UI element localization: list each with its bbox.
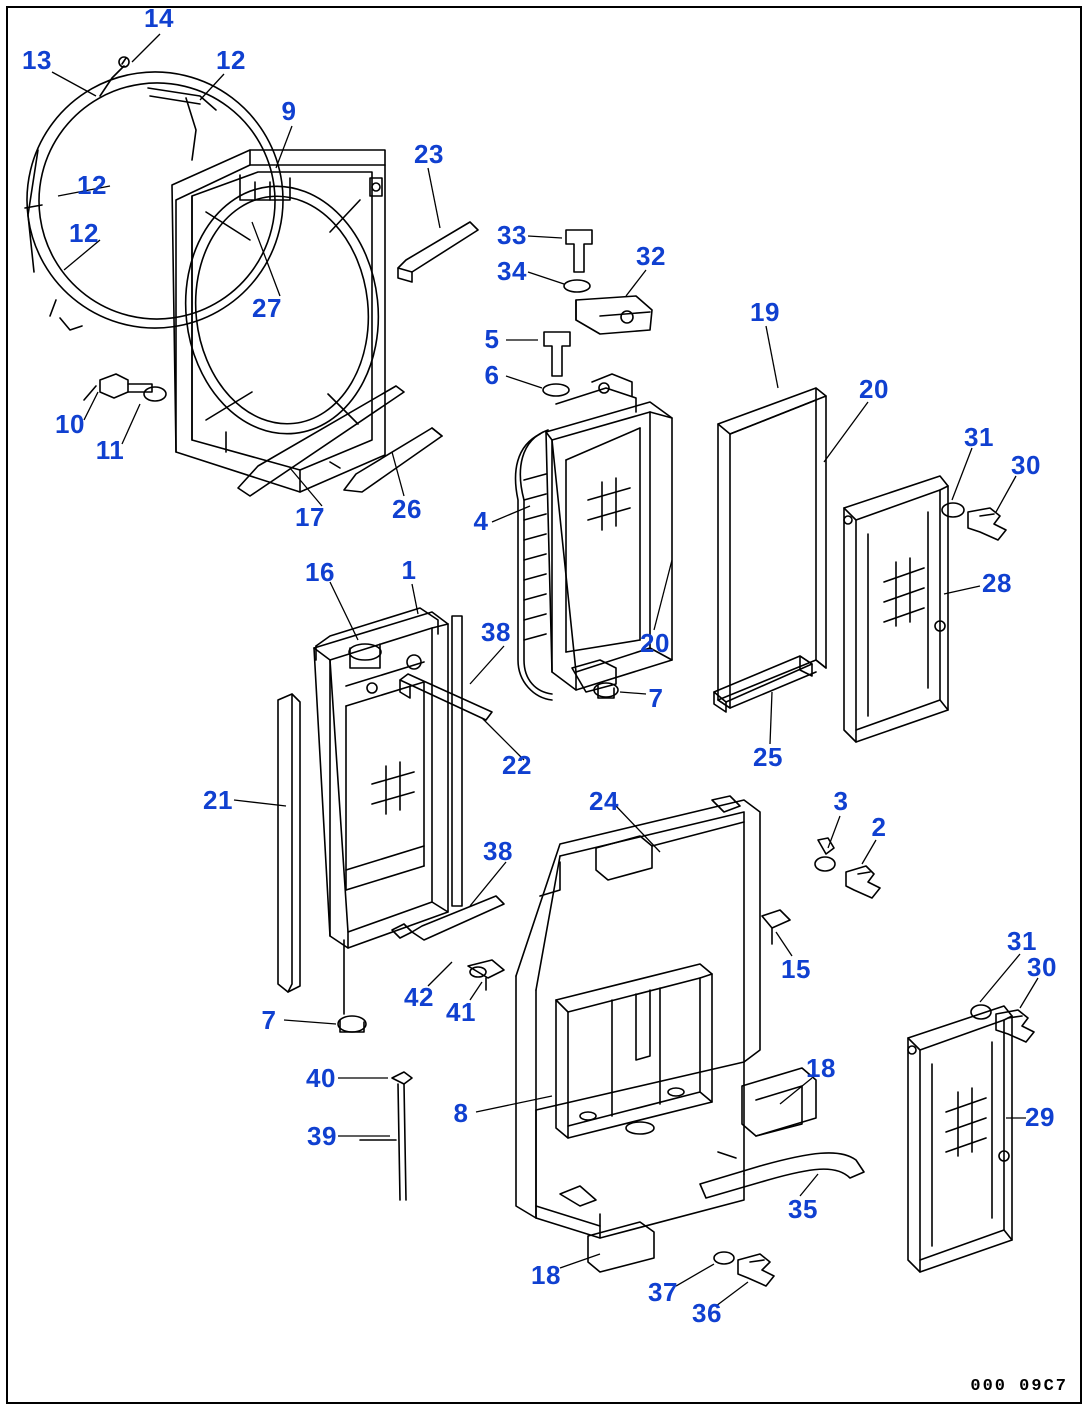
callout-2: 2 [871, 812, 887, 842]
callout-8: 8 [453, 1098, 469, 1128]
callout-16: 16 [305, 557, 335, 587]
callout-24: 24 [589, 786, 619, 816]
callout-7-b: 7 [261, 1005, 277, 1035]
callout-3: 3 [833, 786, 849, 816]
callout-31-a: 31 [964, 422, 994, 452]
callout-6: 6 [484, 360, 500, 390]
callout-5: 5 [484, 324, 500, 354]
callout-7-a: 7 [648, 683, 664, 713]
callout-1: 1 [401, 555, 417, 585]
callout-41: 41 [446, 997, 476, 1027]
callout-19: 19 [750, 297, 780, 327]
callout-14: 14 [144, 3, 174, 33]
callout-36: 36 [692, 1298, 722, 1328]
callout-30-a: 30 [1011, 450, 1041, 480]
callout-20-b: 20 [640, 628, 670, 658]
callout-28: 28 [982, 568, 1012, 598]
callout-32: 32 [636, 241, 666, 271]
callout-18-b: 18 [531, 1260, 561, 1290]
callout-38-b: 38 [483, 836, 513, 866]
callout-10: 10 [55, 409, 85, 439]
callout-9: 9 [281, 96, 297, 126]
callout-31-b: 31 [1007, 926, 1037, 956]
callout-30-b: 30 [1027, 952, 1057, 982]
callout-13: 13 [22, 45, 52, 75]
callout-35: 35 [788, 1194, 818, 1224]
callout-40: 40 [306, 1063, 336, 1093]
callout-12-c: 12 [69, 218, 99, 248]
callout-42: 42 [404, 982, 434, 1012]
callout-26: 26 [392, 494, 422, 524]
callout-12-b: 12 [77, 170, 107, 200]
callout-22: 22 [502, 750, 532, 780]
callout-21: 21 [203, 785, 233, 815]
callout-4: 4 [473, 506, 489, 536]
callout-25: 25 [753, 742, 783, 772]
callout-27: 27 [252, 293, 282, 323]
callout-29: 29 [1025, 1102, 1055, 1132]
callout-20-a: 20 [859, 374, 889, 404]
callout-37: 37 [648, 1277, 678, 1307]
callout-18-a: 18 [806, 1053, 836, 1083]
callout-15: 15 [781, 954, 811, 984]
callout-34: 34 [497, 256, 527, 286]
callout-12-a: 12 [216, 45, 246, 75]
callout-39: 39 [307, 1121, 337, 1151]
drawing-code: 000 09C7 [970, 1377, 1068, 1396]
callout-23: 23 [414, 139, 444, 169]
callout-33: 33 [497, 220, 527, 250]
callout-11: 11 [95, 435, 125, 465]
callout-17: 17 [295, 502, 325, 532]
callout-38-a: 38 [481, 617, 511, 647]
